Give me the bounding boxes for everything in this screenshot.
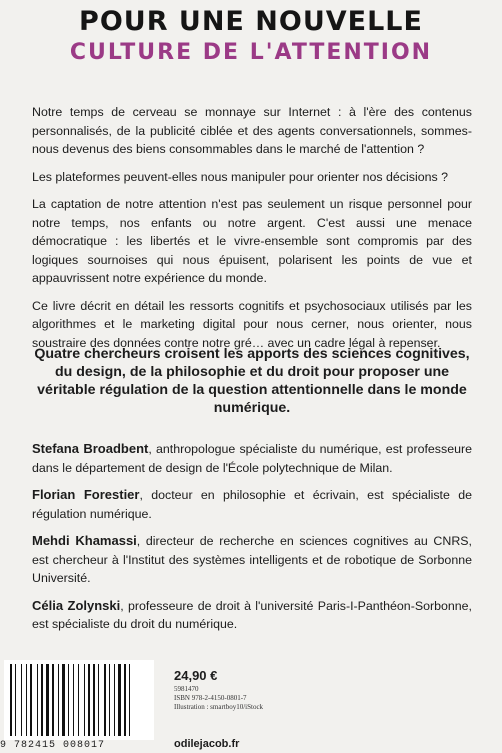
paragraph: Les plateformes peuvent-elles nous manipuler pour orienter nos décisions ? [32, 169, 449, 184]
paragraph: Ce livre décrit en détail les ressorts cognitifs et psychosociaux utilisés par les algorithmes et le marketing digital pour nous cerner, nous orienter, nous soustraire des données contre notre gré… avec un cadre légal à repenser. [32, 298, 472, 350]
author-name: Mehdi Khamassi [32, 533, 137, 548]
author-bio: , docteur en philosophie et écrivain, est spécialiste de régulation numérique. [32, 488, 472, 521]
author-list [32, 440, 472, 643]
author-entry [32, 532, 472, 588]
description [32, 103, 472, 361]
title-line-1: POUR UNE NOUVELLE [79, 6, 423, 37]
back-matter-details [174, 685, 263, 712]
author-bio: , directeur de recherche en sciences cognitives au CNRS, est chercheur à l'Institut des systèmes intelligents et de robotique de Sorbonne Université. [32, 534, 472, 585]
illustration-credit: Illustration : smartboy10/iStock [174, 703, 264, 711]
author-entry [32, 597, 472, 634]
author-entry [32, 486, 472, 523]
product-code: 5981470 [174, 685, 199, 693]
author-name: Stefana Broadbent [32, 441, 149, 456]
barcode [4, 660, 154, 740]
title-line-2: CULTURE DE L'ATTENTION [69, 40, 433, 65]
author-bio: , professeure de droit à l'université Paris-I-Panthéon-Sorbonne, est spécialiste du droit du numérique. [32, 598, 472, 631]
highlight-text: Quatre chercheurs croisent les apports des sciences cognitives, du design, de la philosophie et du droit pour proposer une véritable régulation de la question attentionnelle dans le monde numérique. [34, 346, 470, 416]
author-name: Célia Zolynski [32, 597, 121, 613]
publisher-url: odilejacob.fr [174, 738, 240, 750]
author-entry [32, 440, 472, 477]
isbn: ISBN 978-2-4150-0801-7 [174, 694, 247, 702]
paragraph: La captation de notre attention n'est pas seulement un risque personnel pour notre temps, nos enfants ou notre argent. C'est aussi une menace démocratique : les libertés et le vivre-ensemble sont compromis par des logiques sournoises qui nous épuisent, polarisent les points de vue et appauvrissent notre expérience du monde. [32, 197, 472, 285]
paragraph: Notre temps de cerveau se monnaye sur Internet : à l'ère des contenus personnalisés, de la publicité ciblée et des agents conversationnels, sommes-nous devenus des biens consommables dans le marché de l'attention ? [32, 105, 472, 156]
price: 24,90 € [174, 668, 218, 683]
author-bio: , anthropologue spécialiste du numérique, est professeure dans le département de design de l'École polytechnique de Milan. [32, 442, 472, 475]
author-name: Florian Forestier [32, 487, 140, 502]
barcode-number: 9 782415 008017 [0, 740, 106, 751]
